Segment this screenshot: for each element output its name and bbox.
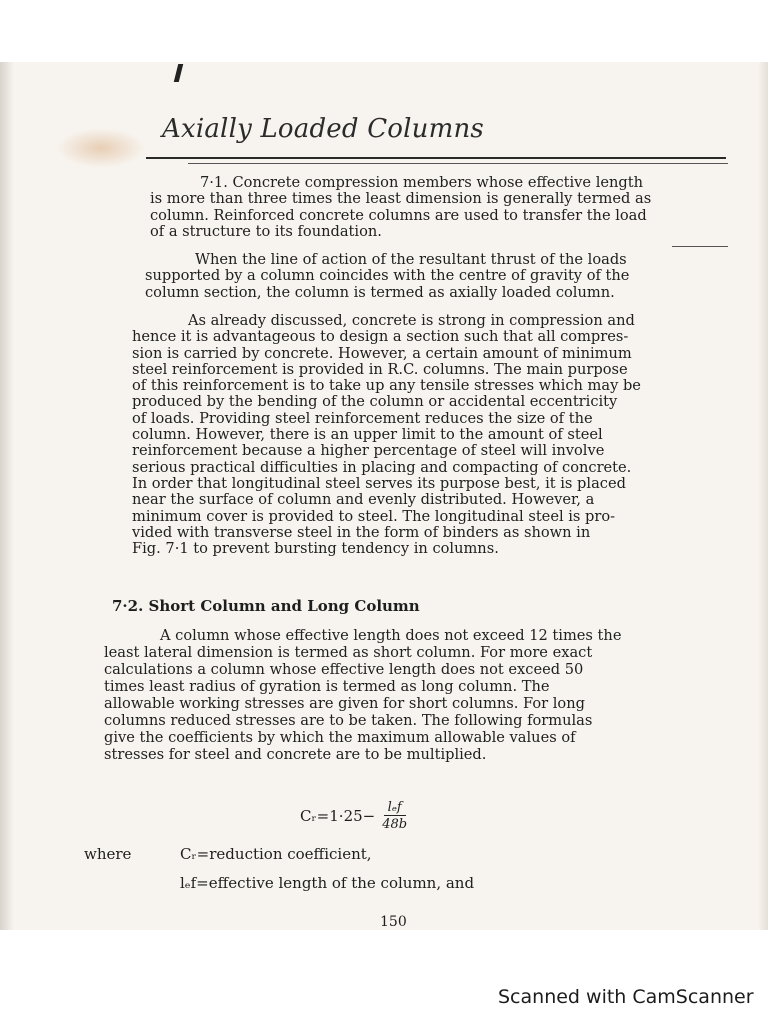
definition-lef: lₑf=effective length of the column, and bbox=[180, 874, 475, 892]
section-heading-7-2: 7·2. Short Column and Long Column bbox=[112, 597, 420, 615]
text-line: give the coefficients by which the maximum allowable values of bbox=[104, 729, 576, 746]
text-line: column section, the column is termed as axially loaded column. bbox=[145, 283, 615, 301]
text-line: Fig. 7·1 to prevent bursting tendency in columns. bbox=[132, 540, 499, 558]
text-line: column. However, there is an upper limit to the amount of steel bbox=[132, 426, 603, 444]
formula-lhs: Cᵣ=1·25− bbox=[300, 807, 376, 825]
page-right-edge bbox=[758, 62, 768, 930]
text-line: produced by the bending of the column or accidental eccentricity bbox=[132, 393, 618, 411]
definition-cr: Cᵣ=reduction coefficient, bbox=[180, 845, 372, 863]
title-rule-thin bbox=[188, 163, 728, 164]
paragraph-axially-loaded bbox=[145, 252, 726, 301]
paragraph-7-1 bbox=[150, 175, 726, 240]
text-line: serious practical difficulties in placing and compacting of concrete. bbox=[132, 458, 632, 476]
text-line: vided with transverse steel in the form of binders as shown in bbox=[132, 523, 591, 541]
chapter-title: Axially Loaded Columns bbox=[162, 114, 484, 144]
text-line: A column whose effective length does not exceed 12 times the bbox=[160, 627, 622, 644]
paragraph-reinforcement bbox=[132, 313, 726, 557]
formula-denominator: 48b bbox=[382, 817, 408, 832]
text-line: 7·1. Concrete compression members whose effective length bbox=[200, 174, 644, 191]
text-line: When the line of action of the resultant thrust of the loads bbox=[195, 251, 627, 268]
margin-rule bbox=[672, 246, 728, 247]
text-line: minimum cover is provided to steel. The longitudinal steel is pro- bbox=[132, 507, 616, 525]
paper-stain bbox=[56, 128, 146, 168]
text-line: calculations a column whose effective length does not exceed 50 bbox=[104, 661, 584, 678]
text-line: reinforcement because a higher percentage of steel will involve bbox=[132, 442, 605, 460]
text-line: columns reduced stresses are to be taken. The following formulas bbox=[104, 712, 593, 729]
text-line: sion is carried by concrete. However, a certain amount of minimum bbox=[132, 344, 632, 362]
text-line: column. Reinforced concrete columns are used to transfer the load bbox=[150, 206, 647, 224]
text-line: In order that longitudinal steel serves its purpose best, it is placed bbox=[132, 474, 626, 492]
text-line: allowable working stresses are given for short columns. For long bbox=[104, 695, 585, 712]
text-line: near the surface of column and evenly distributed. However, a bbox=[132, 491, 595, 509]
text-line: hence it is advantageous to design a section such that all compres- bbox=[132, 328, 629, 346]
text-line: of this reinforcement is to take up any tensile stresses which may be bbox=[132, 377, 641, 395]
paragraph-short-long-column bbox=[104, 627, 722, 763]
camscanner-watermark: Scanned with CamScanner bbox=[498, 986, 754, 1008]
where-label: where bbox=[84, 845, 132, 863]
page-number: 150 bbox=[380, 914, 407, 930]
text-line: least lateral dimension is termed as short column. For more exact bbox=[104, 644, 593, 661]
formula-fraction bbox=[378, 800, 411, 832]
text-line: times least radius of gyration is termed as long column. The bbox=[104, 678, 550, 695]
text-line: is more than three times the least dimension is generally termed as bbox=[150, 190, 652, 208]
reduction-coefficient-formula bbox=[300, 800, 411, 832]
text-line: supported by a column coincides with the centre of gravity of the bbox=[145, 267, 630, 285]
text-line: steel reinforcement is provided in R.C. columns. The main purpose bbox=[132, 360, 628, 378]
text-line: of a structure to its foundation. bbox=[150, 222, 382, 240]
formula-numerator: lₑf bbox=[384, 800, 406, 816]
text-line: As already discussed, concrete is strong in compression and bbox=[188, 312, 635, 329]
text-line: of loads. Providing steel reinforcement reduces the size of the bbox=[132, 409, 593, 427]
text-line: stresses for steel and concrete are to be multiplied. bbox=[104, 746, 487, 763]
page-left-edge bbox=[0, 62, 14, 930]
title-rule-thick bbox=[146, 157, 726, 159]
